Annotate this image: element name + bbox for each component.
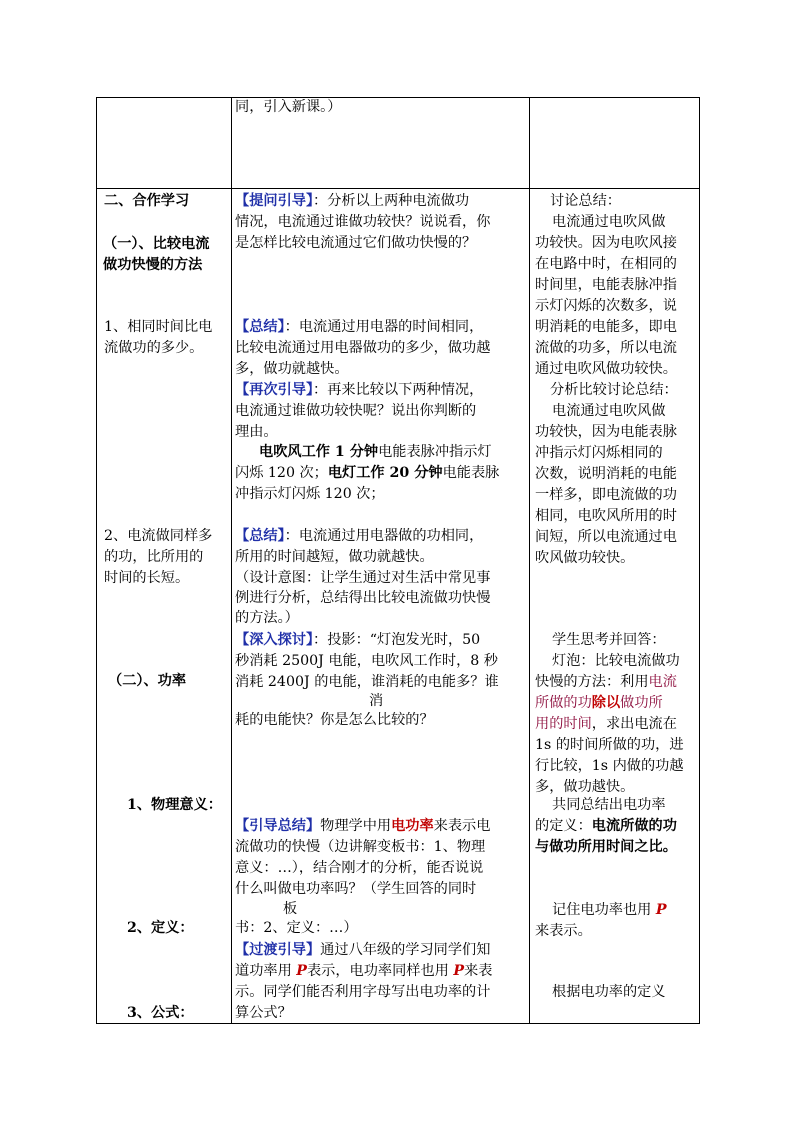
design-intent: （设计意图：让学生通过对生活中常见事	[235, 570, 491, 586]
student-text: 灯泡：比较电流做功	[552, 653, 680, 669]
student-text: 明消耗的电能多，即电	[535, 319, 677, 335]
tag-label: 【深入探讨】	[235, 632, 314, 648]
body-text: 来表示电	[433, 818, 491, 834]
body-text: 秒消耗 2500J 电能，电吹风工作时，8 秒	[235, 653, 498, 669]
student-text	[535, 818, 677, 834]
student-text: 行比较，1s 内做的功越	[535, 758, 684, 774]
body-text: ：电流通过用电器的时间相同，	[284, 319, 484, 335]
column-divider	[231, 98, 232, 1023]
design-intent: 的方法。）	[235, 610, 299, 626]
body-text: ：分析以上两种电流做功	[313, 193, 470, 209]
tag-label: 【再次引导】	[235, 382, 314, 398]
summary-line	[235, 528, 483, 544]
student-text	[552, 902, 667, 918]
body-text: 通过八年级的学习同学们知	[320, 942, 491, 958]
student-text	[535, 695, 663, 711]
student-text-part: ，求出电流在	[591, 716, 677, 732]
tag-label: 【提问引导】	[235, 193, 314, 209]
body-text: 物理学中用	[320, 818, 392, 834]
body-text: 闪烁 120 次；	[235, 465, 328, 481]
method-item: 2、电流做同样多	[104, 528, 213, 544]
body-text: 电流通过谁做功较快呢？说出你判断的	[235, 403, 477, 419]
example-line	[235, 465, 499, 481]
emphasis-text: 电吹风工作 1 分钟	[259, 444, 379, 460]
power-item: 3、公式：	[127, 1005, 194, 1021]
section-title: 二、合作学习	[104, 193, 190, 209]
body-text: 书：2、定义：…）	[235, 920, 358, 936]
student-text: 在电路中时，在相同的	[535, 256, 677, 272]
student-text: 电流通过电吹风做	[552, 403, 666, 419]
method-item: 时间的长短。	[104, 570, 190, 586]
student-text: 电流通过电吹风做	[552, 214, 666, 230]
student-text: 学生思考并回答：	[552, 632, 666, 648]
design-intent: 例进行分析，总结得出比较电流做功快慢	[235, 590, 491, 606]
emphasis-text: 电灯工作 20 分钟	[327, 465, 443, 481]
student-text: 功较快。因为电吹风接	[535, 235, 677, 251]
student-text: 与做功所用时间之比。	[535, 839, 677, 855]
student-text: 时间里，电能表脉冲指	[535, 277, 677, 293]
body-text: 所用的时间越短，做功就越快。	[235, 549, 434, 565]
power-item: 2、定义：	[127, 920, 194, 936]
body-text: 意义：…），结合刚才的分析，能否说说	[235, 860, 484, 876]
body-text: 是怎样比较电流通过它们做功快慢的？	[235, 235, 477, 251]
student-text	[535, 716, 677, 732]
guide-again-line	[235, 382, 483, 398]
student-text-part: 快慢的方法：利用	[535, 674, 649, 690]
student-text: 次数，说明消耗的电能	[535, 466, 677, 482]
student-text: 分析比较讨论总结：	[550, 382, 678, 398]
intro-text: 同，引入新课。）	[235, 99, 342, 115]
body-text: 来表	[464, 963, 493, 979]
symbol-p: P	[655, 902, 667, 918]
body-text: 流做功的快慢（边讲解变板书：1、物理	[235, 839, 486, 855]
body-text: 消	[369, 693, 384, 709]
tag-label: 【总结】	[235, 319, 285, 335]
student-text: 功较快，因为电能表脉	[535, 424, 677, 440]
row-divider	[97, 188, 699, 189]
student-text: 共同总结出电功率	[552, 797, 666, 813]
student-text: 流做的功多，所以电流	[535, 340, 677, 356]
body-text: ：电流通过用电器做的功相同，	[284, 528, 484, 544]
question-guide-line	[235, 193, 469, 209]
body-text: ：投影：“灯泡发光时，50	[313, 632, 481, 648]
student-text: 一样多，即电流做的功	[535, 487, 677, 503]
student-text: 来表示。	[535, 923, 592, 939]
body-text: 表示，电功率同样也用	[306, 963, 454, 979]
subsection-title: （二）、功率	[108, 673, 187, 689]
subsection-title: （一）、比较电流	[103, 236, 210, 252]
body-text: 冲指示灯闪烁 120 次；	[235, 486, 385, 502]
body-text: 电能表脉	[442, 465, 500, 481]
transition-line	[235, 942, 490, 958]
student-text	[535, 674, 677, 690]
body-text: 道功率用	[235, 963, 297, 979]
student-text: 讨论总结：	[550, 193, 621, 209]
symbol-p: P	[296, 963, 307, 979]
body-text: 情况，电流通过谁做功较快？说说看，你	[235, 214, 491, 230]
method-item: 1、相同时间比电	[104, 319, 213, 335]
tag-label: 【过渡引导】	[235, 942, 321, 958]
student-text: 根据电功率的定义	[552, 984, 666, 1000]
summary-line	[235, 319, 483, 335]
student-text: 通过电吹风做功较快。	[535, 361, 677, 377]
symbol-p: P	[453, 963, 464, 979]
example-line	[259, 444, 492, 460]
transition-line	[235, 963, 492, 979]
body-text: 什么叫做电功率吗？（学生回答的同时	[235, 881, 477, 897]
student-text: 间短，所以电流通过电	[535, 529, 677, 545]
keyword-text: 电功率	[391, 818, 434, 834]
subsection-title: 做功快慢的方法	[103, 257, 203, 273]
student-text: 多，做功越快。	[535, 779, 635, 795]
student-text-part: 的定义：	[535, 818, 592, 834]
body-text: 比较电流通过用电器做功的多少，做功越	[235, 340, 491, 356]
column-divider	[529, 98, 530, 1023]
keyword-text: 除以	[591, 695, 621, 711]
deep-discussion-line	[235, 632, 480, 648]
body-text: 耗的电能快？你是怎么比较的？	[235, 712, 434, 728]
tag-label: 【引导总结】	[235, 818, 321, 834]
highlight-text: 做功所	[620, 695, 663, 711]
tag-label: 【总结】	[235, 528, 285, 544]
highlight-text: 电流	[648, 674, 677, 690]
emphasis-text: 电流所做的功	[591, 818, 677, 834]
method-item: 流做功的多少。	[104, 340, 204, 356]
highlight-text: 所做的功	[535, 695, 592, 711]
body-text: 多，做功就越快。	[235, 361, 349, 377]
body-text: 消耗 2400J 的电能，谁消耗的电能多？谁	[235, 674, 499, 690]
body-text: 理由。	[235, 424, 278, 440]
student-text-part: 记住电功率也用	[552, 902, 656, 918]
body-text: 算公式？	[235, 1005, 292, 1021]
method-item: 的功，比所用的	[104, 549, 204, 565]
body-text: 板	[283, 901, 298, 917]
guide-summary-line	[235, 818, 490, 834]
student-text: 示灯闪烁的次数多，说	[535, 298, 677, 314]
power-item: 1、物理意义：	[127, 797, 222, 813]
student-text: 冲指示灯闪烁相同的	[535, 445, 663, 461]
body-text: 电能表脉冲指示灯	[378, 444, 492, 460]
body-text: 示。同学们能否利用字母写出电功率的计	[235, 984, 491, 1000]
student-text: 1s 的时间所做的功，进	[535, 737, 684, 753]
body-text: ：再来比较以下两种情况，	[313, 382, 484, 398]
student-text: 相同，电吹风所用的时	[535, 508, 677, 524]
student-text: 吹风做功较快。	[535, 550, 635, 566]
highlight-text: 用的时间	[535, 716, 592, 732]
